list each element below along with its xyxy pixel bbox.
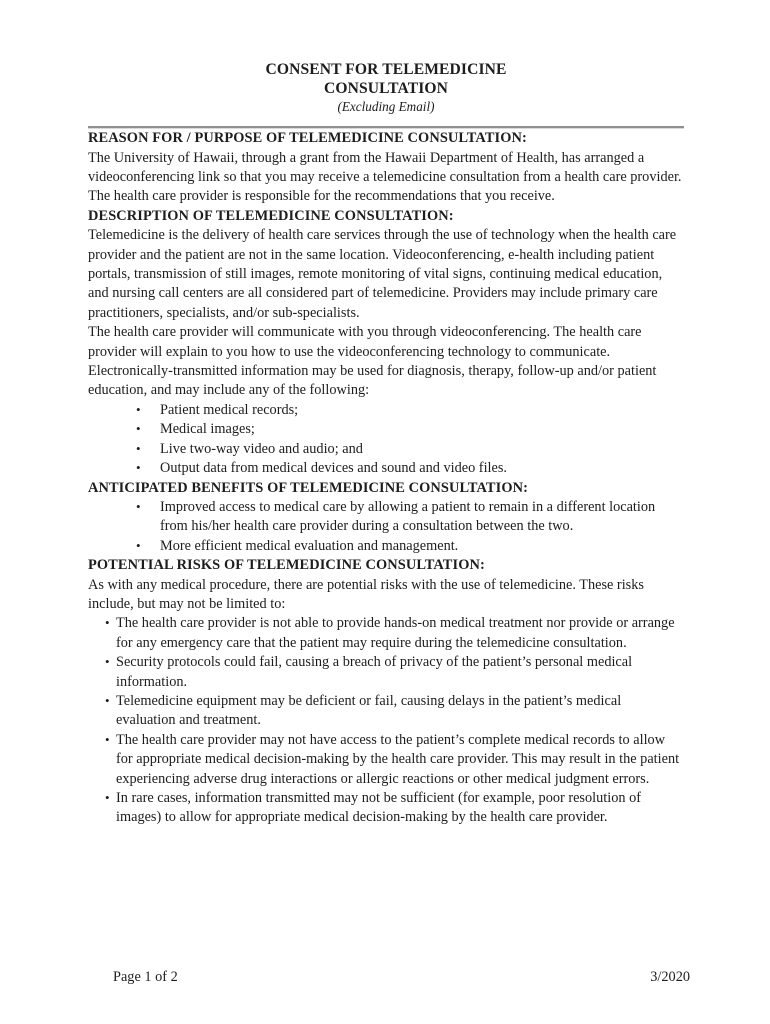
transmitted-info-list <box>88 401 684 479</box>
list-item: • In rare cases, information transmitted may not be sufficient (for example, poor resolution of images) to allow for appropriate medical decision-making by the health care provider. <box>88 789 684 828</box>
section-reason <box>88 129 684 207</box>
list-item: • More efficient medical evaluation and management. <box>88 537 684 556</box>
list-item: • Security protocols could fail, causing a breach of privacy of the patient’s personal medical information. <box>88 653 684 692</box>
description-paragraph-2: The health care provider will communicate with you through videoconferencing. The health care provider will explain to you how to use the videoconferencing technology to communicate. Electronically-transmitted information may be used for diagnosis, therapy, follow-up and/or patient education, and may include any of the following: <box>88 324 657 399</box>
list-item: • Live two-way video and audio; and <box>88 440 684 459</box>
description-paragraph-1: Telemedicine is the delivery of health care services through the use of technology when the health care provider and the patient are not in the same location. Videoconferencing, e-health including patient portals, transmission of still images, remote monitoring of vital signs, continuing medical education, and nursing call centers are all considered part of telemedicine. Providers may include primary care practitioners, specialists, and/or sub-specialists. <box>88 227 677 321</box>
page-footer <box>0 968 770 987</box>
benefits-list <box>88 498 684 556</box>
page-number: Page 1 of 2 <box>113 969 178 985</box>
revision-date: 3/2020 <box>650 969 690 985</box>
list-item: • Output data from medical devices and sound and video files. <box>88 459 684 478</box>
list-item: • Improved access to medical care by allowing a patient to remain in a different location from his/her health care provider during a consultation between the two. <box>88 498 684 537</box>
title-line-2: CONSULTATION <box>324 79 448 97</box>
document-subtitle: (Excluding Email) <box>337 99 435 115</box>
document-content <box>0 61 770 828</box>
list-item: • The health care provider is not able to provide hands-on medical treatment nor provide or arrange for any emergency care that the patient may require during the telemedicine consultation. <box>88 614 684 653</box>
list-item: • Telemedicine equipment may be deficient or fail, causing delays in the patient’s medical evaluation and treatment. <box>88 692 684 731</box>
list-item: • The health care provider may not have access to the patient’s complete medical records to allow for appropriate medical decision-making by the health care provider. This may result in the patient experiencing adverse drug interactions or allergic reactions or other medical judgment errors. <box>88 731 684 789</box>
risks-heading: POTENTIAL RISKS OF TELEMEDICINE CONSULTATION: <box>88 557 485 574</box>
title-line-1: CONSENT FOR TELEMEDICINE <box>265 61 507 78</box>
section-description <box>88 207 684 479</box>
list-item: • Medical images; <box>88 420 684 439</box>
risks-list <box>88 614 684 827</box>
document-title <box>88 61 684 98</box>
list-item: • Patient medical records; <box>88 401 684 420</box>
section-risks <box>88 556 684 828</box>
reason-heading: REASON FOR / PURPOSE OF TELEMEDICINE CONSULTATION: <box>88 130 527 147</box>
benefits-heading: ANTICIPATED BENEFITS OF TELEMEDICINE CONSULTATION: <box>88 479 529 496</box>
description-heading: DESCRIPTION OF TELEMEDICINE CONSULTATION: <box>88 207 454 224</box>
section-benefits <box>88 479 684 557</box>
reason-paragraph: The University of Hawaii, through a grant from the Hawaii Department of Health, has arranged a videoconferencing link so that you may receive a telemedicine consultation from a health care provider. The health care provider is responsible for the recommendations that you receive. <box>88 149 682 205</box>
risks-intro-paragraph: As with any medical procedure, there are potential risks with the use of telemedicine. These risks include, but may not be limited to: <box>88 576 644 612</box>
